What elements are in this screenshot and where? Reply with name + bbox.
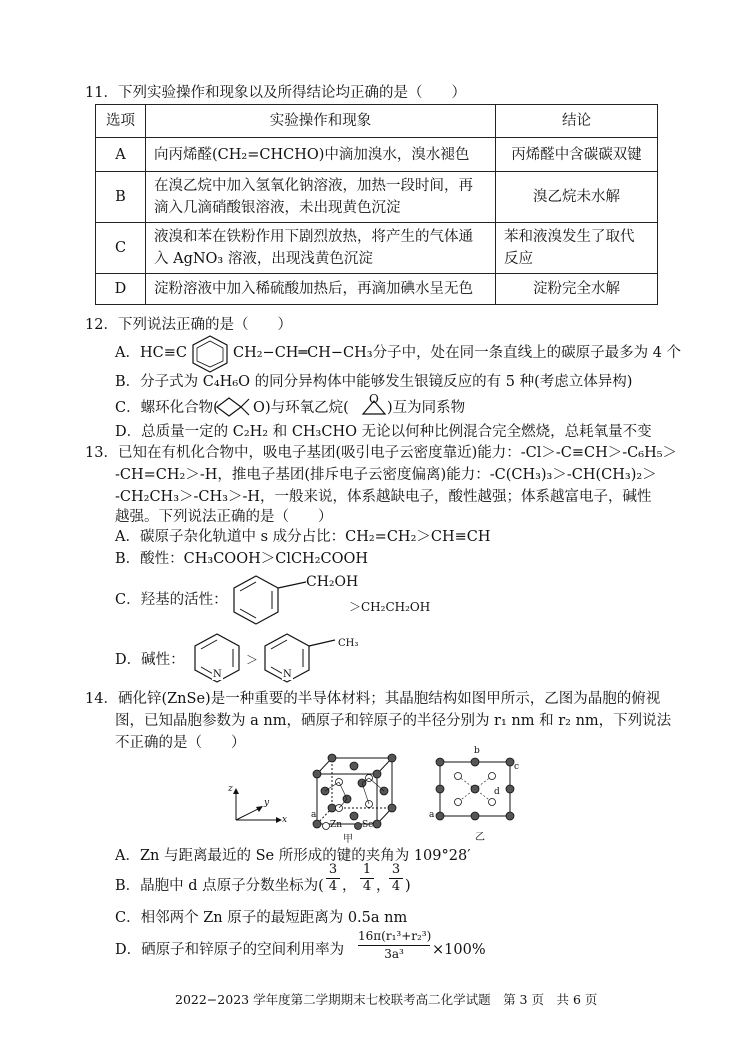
legend-se-label: Se <box>362 820 374 830</box>
q13-line-2: -CH=CH₂＞-H，推电子基团(排斥电子云密度偏离)能力：-C(CH₃)₃＞-CH(CH₃)₂＞ <box>115 467 657 483</box>
space-utilization-fraction: 16π(r₁³+r₂³) 3a³ <box>358 929 432 961</box>
comparison-sign: ＞ <box>246 653 259 667</box>
q12-option-b: B．分子式为 C₄H₆O 的同分异构体中能够发生银镜反应的有 5 种(考虑立体异构) <box>115 374 633 390</box>
q13-option-b: B．酸性：CH₃COOH＞ClCH₂COOH <box>115 551 369 567</box>
row-option: D <box>96 274 146 305</box>
q12-option-c-suffix: )互为同系物 <box>387 400 466 416</box>
q12-option-a-prefix: A．HC≡C <box>115 345 187 361</box>
row-option: B <box>96 172 146 223</box>
fraction-3: 3 4 <box>389 862 403 895</box>
q13-line-1: 13．已知在有机化合物中，吸电子基团(吸引电子云密度靠近)能力：-Cl＞-C≡CH＞-C₆H₅＞ <box>85 445 678 461</box>
q12-option-a-suffix: CH₂−CH═CH−CH₃分子中，处在同一条直线上的碳原子最多为 4 个 <box>233 345 682 361</box>
fraction-1: 3 4 <box>326 862 340 895</box>
table-header-row <box>96 105 658 138</box>
row-conclusion: 溴乙烷未水解 <box>496 172 658 223</box>
legend-zn-label: Zn <box>330 820 343 830</box>
row-operation: 在溴乙烷中加入氢氧化钠溶液，加热一段时间，再 滴入几滴硝酸银溶液，未出现黄色沉淀 <box>146 172 496 223</box>
spiro-compound-diagram <box>215 396 255 418</box>
q14-option-c: C．相邻两个 Zn 原子的最短距离为 0.5a nm <box>115 910 408 926</box>
q12-stem: 12．下列说法正确的是（ ） <box>85 317 292 333</box>
axis-y-label: y <box>264 798 270 808</box>
row-operation: 淀粉溶液中加入稀硫酸加热后，再滴加碘水呈无色 <box>146 274 496 305</box>
row-conclusion: 苯和液溴发生了取代 反应 <box>496 223 658 274</box>
q14-option-b-prefix: B．晶胞中 d 点原子分数坐标为( <box>115 878 324 894</box>
axis-x-label: x <box>282 815 288 825</box>
coord-sep-1: ， <box>342 878 357 894</box>
q12-option-c-mid: )与环氧乙烷( <box>265 400 349 416</box>
header-operation: 实验操作和现象 <box>146 105 496 138</box>
coordinate-axes-diagram <box>228 782 288 824</box>
methyl-label: CH₃ <box>338 638 359 649</box>
ethanol-comparison-label: ＞CH₂CH₂OH <box>349 600 431 614</box>
q13-line-4: 越强。下列说法正确的是（ ） <box>115 509 333 525</box>
methylpyridine-n-label: N <box>283 669 292 680</box>
page-footer: 2022−2023 学年度第二学期期末七校联考高二化学试题 第 3 页 共 6 页 <box>175 992 598 1007</box>
figure-yi-label: 乙 <box>475 832 485 843</box>
point-c-label: c <box>514 762 520 772</box>
table-row <box>96 138 658 172</box>
row-option: C <box>96 223 146 274</box>
header-conclusion: 结论 <box>496 105 658 138</box>
q14-option-a: A．Zn 与距离最近的 Se 所形成的键的夹角为 109°28′ <box>115 848 471 864</box>
q14-line-2: 图，已知晶胞参数为 a nm，硒原子和锌原子的半径分别为 r₁ nm 和 r₂ nm，下列说法 <box>115 713 672 729</box>
q13-option-a: A．碳原子杂化轨道中 s 成分占比：CH₂=CH₂＞CH≡CH <box>115 529 491 545</box>
header-option: 选项 <box>96 105 146 138</box>
coord-end: ) <box>405 878 411 894</box>
table-row <box>96 223 658 274</box>
benzene-ring-diagram <box>190 334 230 372</box>
row-conclusion: 丙烯醛中含碳碳双键 <box>496 138 658 172</box>
pyridine-n-label: N <box>213 669 222 680</box>
top-view-diagram <box>434 756 524 822</box>
unit-cell-diagram <box>305 752 405 828</box>
table-row <box>96 172 658 223</box>
epoxide-oxygen-label: O <box>369 392 379 406</box>
figure-jia-label: 甲 <box>343 834 353 845</box>
q13-option-c: C．羟基的活性： <box>115 592 228 608</box>
axis-z-label: z <box>228 784 233 794</box>
q13-line-3: -CH₂CH₃＞-CH₃＞-H，一般来说，体系越缺电子，酸性越强；体系越富电子，碱性 <box>115 489 652 505</box>
fraction-2: 1 4 <box>360 862 374 895</box>
q14-option-d-prefix: D．硒原子和锌原子的空间利用率为 <box>115 942 345 958</box>
methylpyridine-diagram <box>260 632 350 684</box>
ch2oh-label: CH₂OH <box>306 574 359 590</box>
q12-option-d: D．总质量一定的 C₂H₂ 和 CH₃CHO 无论以何种比例混合完全燃烧，总耗氧量不变 <box>115 424 652 440</box>
q14-line-1: 14．硒化锌(ZnSe)是一种重要的半导体材料；其晶胞结构如图甲所示，乙图为晶胞的俯视 <box>85 691 661 707</box>
point-b-label: b <box>474 746 480 756</box>
coord-sep-2: ， <box>376 878 391 894</box>
point-d-label: d <box>494 787 500 797</box>
row-option: A <box>96 138 146 172</box>
benzyl-alcohol-diagram <box>228 572 318 628</box>
row-conclusion: 淀粉完全水解 <box>496 274 658 305</box>
spiro-oxygen-label: O <box>253 400 265 416</box>
q12-option-c-prefix: C．螺环化合物( <box>115 400 219 416</box>
q14-option-d-suffix: ×100% <box>432 942 486 958</box>
row-operation: 向丙烯醛(CH₂=CHCHO)中滴加溴水，溴水褪色 <box>146 138 496 172</box>
q13-option-d: D．碱性： <box>115 652 185 668</box>
q14-line-3: 不正确的是（ ） <box>115 735 246 751</box>
q11-stem: 11．下列实验操作和现象以及所得结论均正确的是（ ） <box>85 85 466 101</box>
table-row <box>96 274 658 305</box>
row-operation: 液溴和苯在铁粉作用下剧烈放热，将产生的气体通 入 AgNO₃ 溶液，出现浅黄色沉淀 <box>146 223 496 274</box>
q11-table <box>95 104 658 305</box>
point-a-label-jia: a <box>311 810 317 820</box>
point-a-label-yi: a <box>429 810 435 820</box>
